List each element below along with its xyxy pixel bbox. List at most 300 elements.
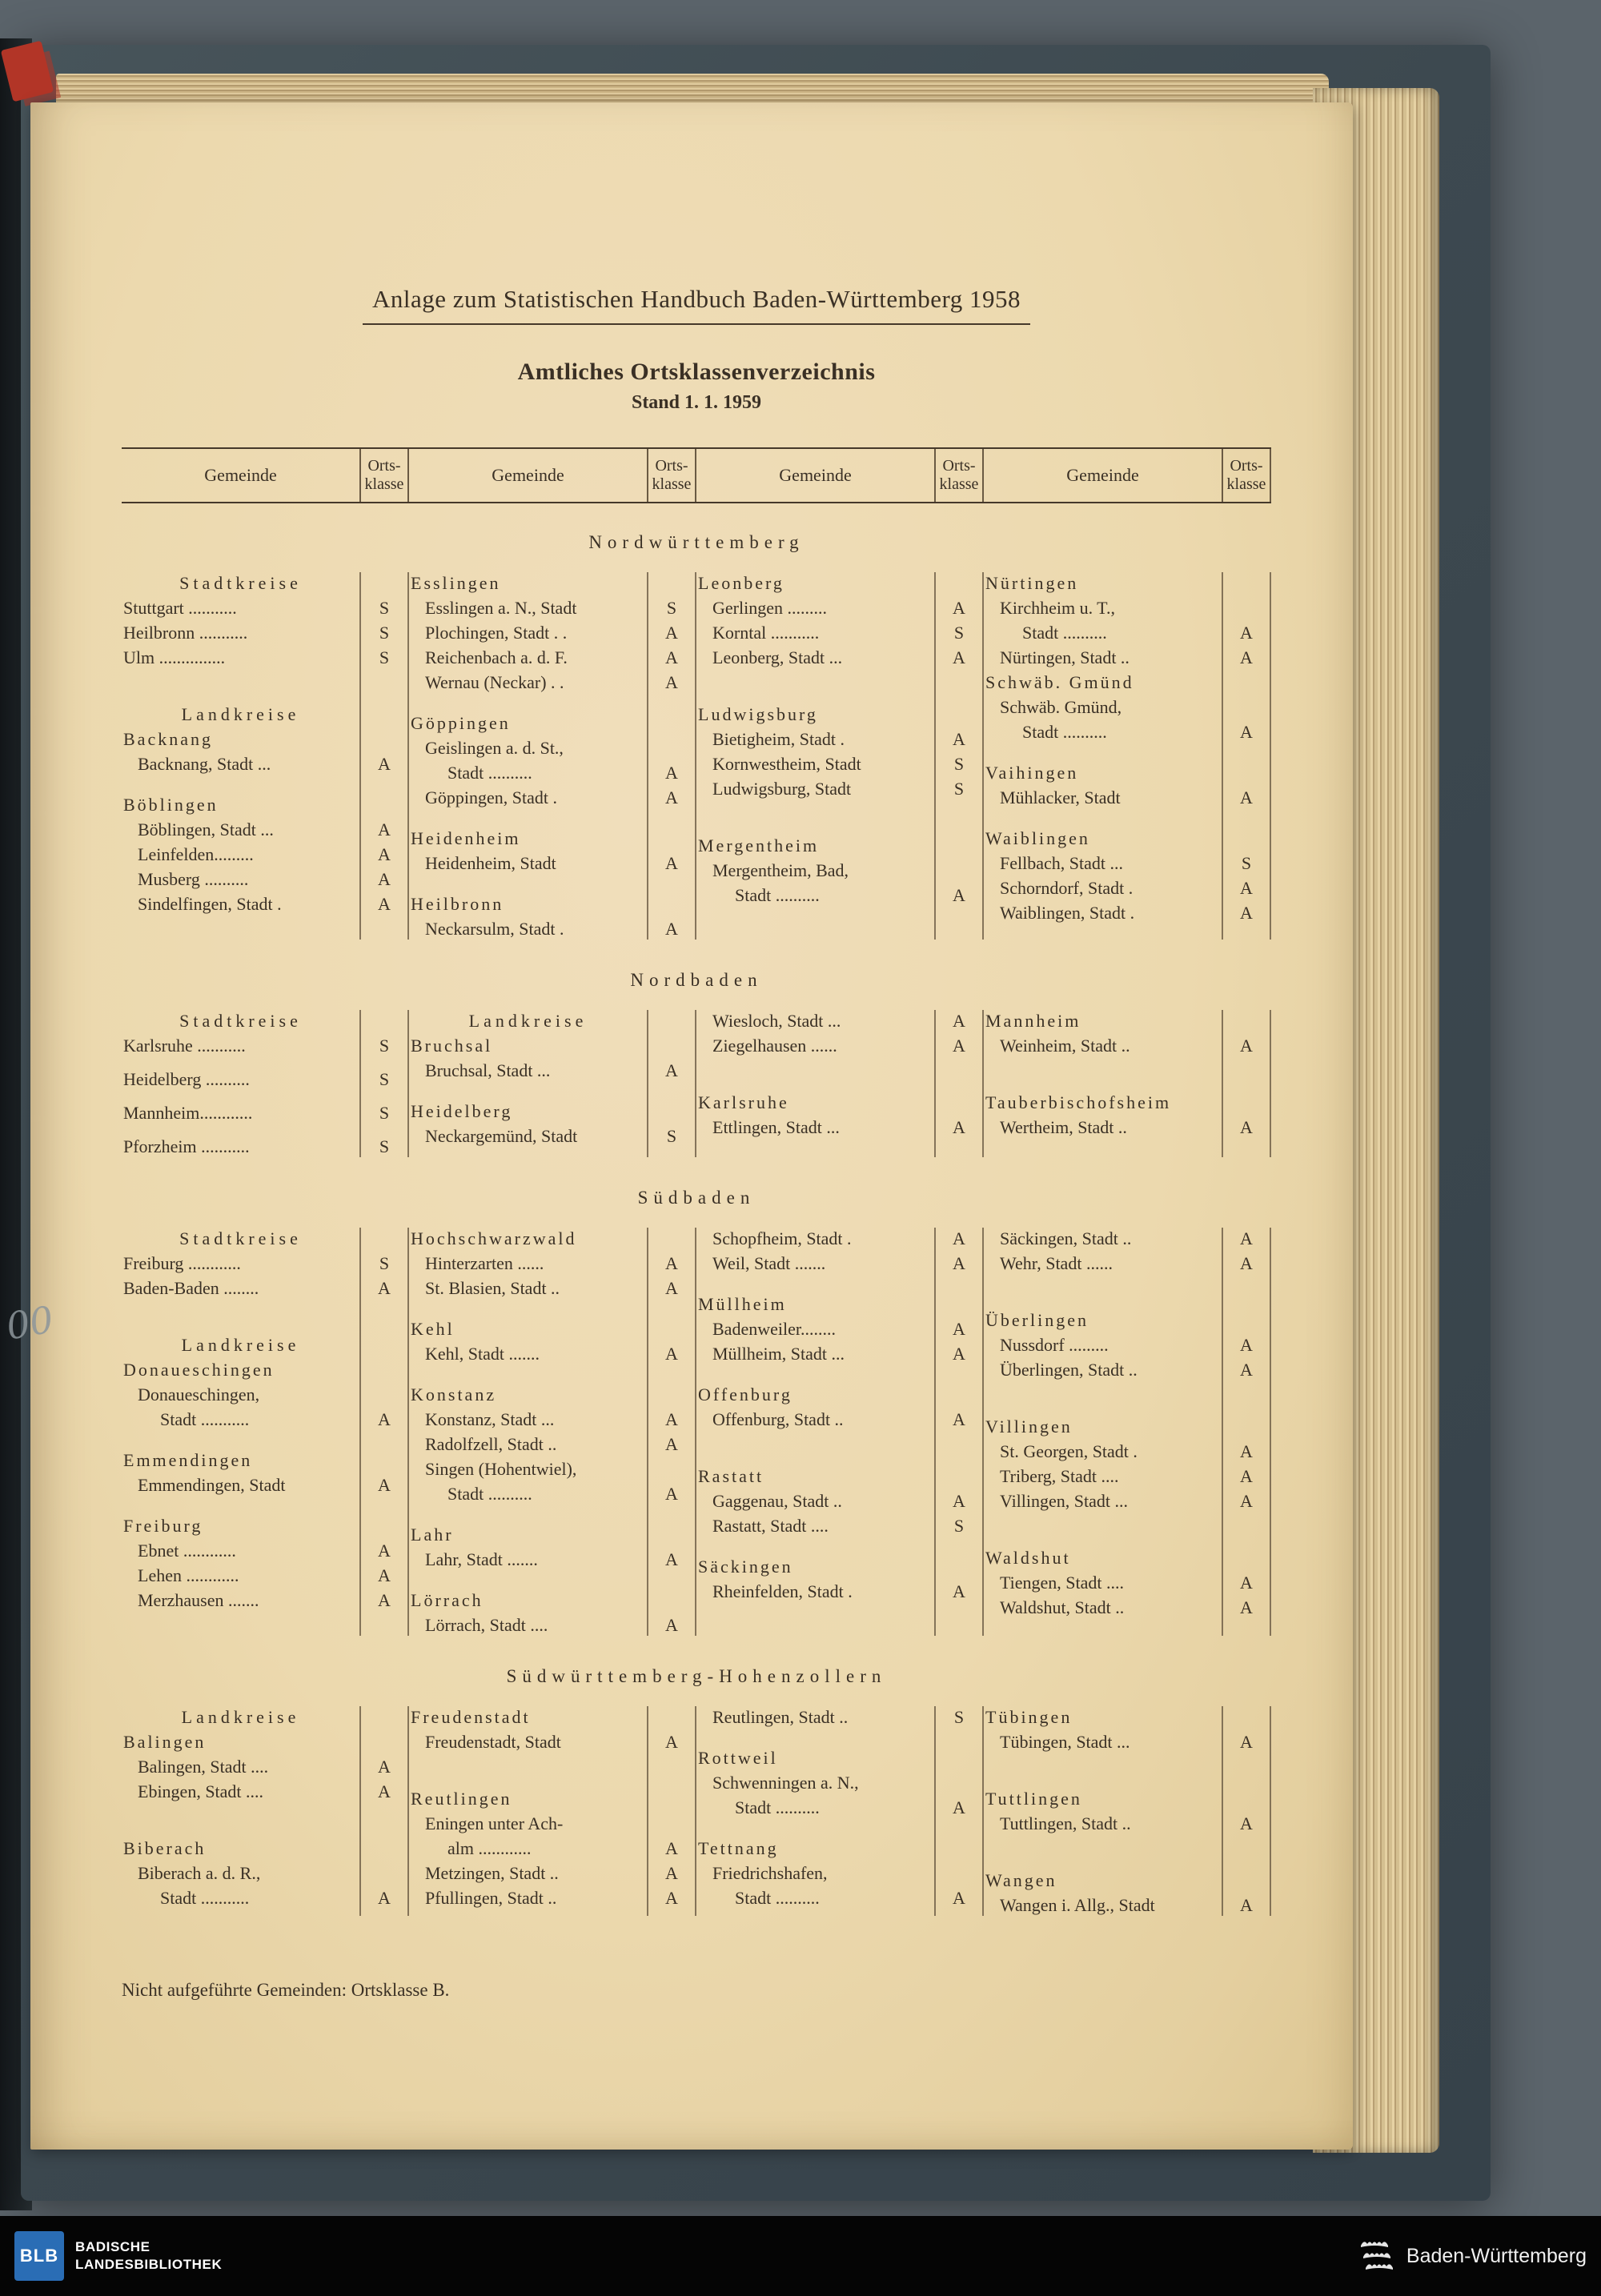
gemeinde-cell: Reutlingen xyxy=(411,1789,512,1809)
column-separator xyxy=(359,572,361,940)
table-row xyxy=(696,776,984,801)
column-group xyxy=(122,571,409,941)
table-row xyxy=(409,595,696,620)
gemeinde-cell: Böblingen xyxy=(123,795,219,815)
table-row xyxy=(122,1382,409,1407)
table-row xyxy=(984,1398,1271,1414)
table-row xyxy=(122,1779,409,1804)
gemeinde-cell: Balingen, Stadt .... xyxy=(138,1757,269,1777)
table-row xyxy=(409,711,696,735)
table-row xyxy=(984,1852,1271,1868)
table-row xyxy=(984,1545,1271,1570)
gemeinde-cell: Villingen, Stadt ... xyxy=(1000,1491,1129,1511)
ortsklasse-cell: A xyxy=(953,729,965,749)
gemeinde-cell: Wangen i. Allg., Stadt xyxy=(1000,1895,1155,1915)
table-row xyxy=(122,867,409,892)
table-row xyxy=(984,1836,1271,1852)
table-row xyxy=(696,1058,984,1074)
column-group xyxy=(984,1226,1271,1637)
table-section xyxy=(122,1188,1271,1637)
ortsklasse-cell: A xyxy=(953,598,965,618)
ortsklasse-cell: A xyxy=(1240,623,1253,643)
library-name xyxy=(75,2238,222,2274)
ortsklasse-cell xyxy=(647,1786,696,1811)
table-row xyxy=(984,719,1271,744)
ortsklasse-cell: S xyxy=(953,1707,965,1727)
gemeinde-cell: Biberach a. d. R., xyxy=(138,1863,261,1883)
gemeinde-cell: Tauberbischofsheim xyxy=(985,1092,1172,1112)
gemeinde-cell: Tiengen, Stadt .... xyxy=(1000,1573,1125,1593)
table-row xyxy=(696,1861,984,1885)
gemeinde-cell: Weil, Stadt ....... xyxy=(712,1253,826,1273)
gemeinde-cell: Wernau (Neckar) . . xyxy=(425,672,564,692)
table-row xyxy=(696,1538,984,1554)
column-separator xyxy=(1270,572,1271,940)
gemeinde-cell: Göppingen xyxy=(411,713,511,733)
table-row xyxy=(984,1226,1271,1251)
ortsklasse-cell: A xyxy=(665,1863,678,1883)
column-group xyxy=(984,571,1271,941)
ortsklasse-cell: A xyxy=(378,1781,391,1801)
gemeinde-cell: Merzhausen ....... xyxy=(138,1590,259,1610)
column-separator xyxy=(1222,572,1223,940)
ortsklasse-cell: A xyxy=(665,1253,678,1273)
ortsklasse-cell xyxy=(647,1457,696,1481)
gemeinde-cell: Sindelfingen, Stadt . xyxy=(138,894,282,914)
library-name-line2: LANDESBIBLIOTHEK xyxy=(75,2257,223,2272)
table-row xyxy=(409,1058,696,1083)
column-separator xyxy=(647,1228,648,1636)
gemeinde-cell: Tuttlingen xyxy=(985,1789,1082,1809)
table-row xyxy=(122,1513,409,1538)
ortsklasse-cell xyxy=(359,1836,409,1861)
ortsklasse-cell xyxy=(359,1705,409,1729)
table-row xyxy=(409,1432,696,1457)
document-header-title-text: Anlage zum Statistischen Handbuch Baden-Württemberg 1958 xyxy=(363,285,1030,325)
book-page xyxy=(2,102,1353,2150)
table-row xyxy=(696,1489,984,1513)
table-row xyxy=(122,792,409,817)
table-row xyxy=(409,876,696,892)
gemeinde-cell: Stadtkreise xyxy=(179,573,302,593)
ortsklasse-cell xyxy=(1222,826,1271,851)
gemeinde-cell: Tübingen, Stadt ... xyxy=(1000,1732,1130,1752)
column-separator xyxy=(1270,1010,1271,1157)
column-separator xyxy=(1270,1228,1271,1636)
table-row xyxy=(409,1341,696,1366)
table-row xyxy=(409,1836,696,1861)
ortsklasse-cell: A xyxy=(665,1732,678,1752)
gemeinde-cell: Bruchsal xyxy=(411,1036,493,1056)
table-section xyxy=(122,532,1271,941)
table-row xyxy=(122,1432,409,1448)
ortsklasse-header-line: klasse xyxy=(364,475,404,493)
gemeinde-cell: Rastatt xyxy=(698,1466,764,1486)
section-title: Nordbaden xyxy=(630,970,763,990)
ortsklasse-cell: A xyxy=(665,763,678,783)
ortsklasse-cell xyxy=(1222,1705,1271,1729)
table-row xyxy=(409,785,696,810)
gemeinde-cell: Tuttlingen, Stadt .. xyxy=(1000,1813,1131,1833)
gemeinde-cell: Rottweil xyxy=(698,1748,778,1768)
gemeinde-cell: Waldshut, Stadt .. xyxy=(1000,1597,1125,1617)
ortsklasse-cell: S xyxy=(953,779,965,799)
ortsklasse-cell: A xyxy=(953,1344,965,1364)
table-row xyxy=(696,1745,984,1770)
ortsklasse-cell xyxy=(934,1861,984,1885)
gemeinde-cell: Böblingen, Stadt ... xyxy=(138,819,274,839)
column-separator xyxy=(359,1228,361,1636)
gemeinde-cell: Konstanz xyxy=(411,1384,497,1404)
ortsklasse-cell xyxy=(359,1729,409,1754)
ortsklasse-cell: A xyxy=(378,894,391,914)
column-group xyxy=(122,1705,409,1917)
gemeinde-cell: Nussdorf ......... xyxy=(1000,1335,1109,1355)
gemeinde-cell: Stadt .......... xyxy=(1022,623,1107,643)
ortsklasse-cell: A xyxy=(378,1278,391,1298)
table-row xyxy=(984,1811,1271,1836)
table-row xyxy=(409,1705,696,1729)
table-row xyxy=(984,1489,1271,1513)
ortsklasse-cell xyxy=(647,711,696,735)
ortsklasse-cell xyxy=(359,1513,409,1538)
table-row xyxy=(984,670,1271,695)
library-name-line1: BADISCHE xyxy=(75,2238,150,2254)
table-row xyxy=(984,1439,1271,1464)
gemeinde-cell: Schwäb. Gmünd xyxy=(985,672,1134,692)
table-row xyxy=(696,1407,984,1432)
table-row xyxy=(984,1770,1271,1786)
gemeinde-cell: Wangen xyxy=(985,1870,1057,1890)
table-row xyxy=(696,1316,984,1341)
ortsklasse-header-line: Orts- xyxy=(1230,457,1263,475)
table-row xyxy=(696,1795,984,1820)
table-row xyxy=(696,645,984,670)
table-row xyxy=(696,1115,984,1140)
table-row xyxy=(409,1754,696,1770)
section-columns xyxy=(122,1008,1271,1159)
table-row xyxy=(696,883,984,908)
column-group xyxy=(696,571,984,941)
ortsklasse-cell: A xyxy=(953,1797,965,1817)
ortsklasse-cell xyxy=(1222,1308,1271,1332)
ortsklasse-cell xyxy=(934,1836,984,1861)
table-row xyxy=(984,1570,1271,1595)
ortsklasse-cell: A xyxy=(378,1590,391,1610)
table-row xyxy=(984,900,1271,925)
ortsklasse-cell xyxy=(647,1522,696,1547)
gemeinde-cell: Nürtingen, Stadt .. xyxy=(1000,647,1130,667)
ortsklasse-cell xyxy=(359,702,409,727)
gemeinde-cell: Esslingen xyxy=(411,573,501,593)
gemeinde-cell: St. Georgen, Stadt . xyxy=(1000,1441,1138,1461)
handwritten-margin-note: 00 xyxy=(2,1297,57,1348)
table-row xyxy=(409,1099,696,1124)
table-row xyxy=(409,1407,696,1432)
table-row xyxy=(984,645,1271,670)
column-group xyxy=(696,1705,984,1917)
gemeinde-cell: Kirchheim u. T., xyxy=(1000,598,1115,618)
table-row xyxy=(409,851,696,876)
gemeinde-cell: Leinfelden......... xyxy=(138,844,254,864)
table-row xyxy=(122,1033,409,1058)
table-row xyxy=(984,595,1271,620)
ortsklasse-cell xyxy=(647,826,696,851)
gemeinde-cell: Baden-Baden ........ xyxy=(123,1278,259,1298)
gemeinde-cell: Nürtingen xyxy=(985,573,1079,593)
table-row xyxy=(409,1506,696,1522)
ortsklasse-cell: A xyxy=(665,787,678,807)
table-row xyxy=(122,645,409,670)
gemeinde-cell: Müllheim, Stadt ... xyxy=(712,1344,845,1364)
table-row xyxy=(409,1522,696,1547)
gemeinde-cell: Neckarsulm, Stadt . xyxy=(425,919,564,939)
table-body xyxy=(122,532,1271,1917)
table-row xyxy=(984,1513,1271,1529)
table-row xyxy=(122,1473,409,1497)
ortsklasse-cell: A xyxy=(665,1615,678,1635)
gemeinde-cell: Rheinfelden, Stadt . xyxy=(712,1581,853,1601)
gemeinde-cell: Pforzheim ........... xyxy=(123,1136,250,1156)
table-row xyxy=(984,1308,1271,1332)
table-row xyxy=(696,1432,984,1448)
table-row xyxy=(122,1705,409,1729)
table-row xyxy=(696,1885,984,1910)
table-row xyxy=(984,1033,1271,1058)
table-row xyxy=(122,1100,409,1125)
table-row xyxy=(122,702,409,727)
table-row xyxy=(409,1226,696,1251)
orts-table xyxy=(122,447,1271,1917)
ortsklasse-cell xyxy=(934,833,984,858)
ortsklasse-cell xyxy=(647,1588,696,1613)
ortsklasse-cell: A xyxy=(665,1549,678,1569)
ortsklasse-header-line: Orts- xyxy=(942,457,976,475)
table-row xyxy=(122,1226,409,1251)
gemeinde-header-cell: Gemeinde xyxy=(492,465,564,485)
table-row xyxy=(696,1008,984,1033)
table-row xyxy=(409,1613,696,1637)
ortsklasse-cell: A xyxy=(1240,1491,1253,1511)
gemeinde-cell: Waiblingen xyxy=(985,828,1090,848)
ortsklasse-cell xyxy=(647,1033,696,1058)
ortsklasse-header-line: Orts- xyxy=(655,457,688,475)
ortsklasse-cell xyxy=(934,1464,984,1489)
gemeinde-cell: Emmendingen, Stadt xyxy=(138,1475,286,1495)
gemeinde-cell: Landkreise xyxy=(181,1707,300,1727)
table-row xyxy=(696,1705,984,1729)
gemeinde-cell: Lörrach, Stadt .... xyxy=(425,1615,548,1635)
column-separator xyxy=(1222,1010,1223,1157)
ortsklasse-cell: A xyxy=(1240,647,1253,667)
table-row xyxy=(984,1058,1271,1074)
table-row xyxy=(409,1588,696,1613)
table-row xyxy=(122,1885,409,1910)
ortsklasse-cell: S xyxy=(379,1136,390,1156)
blb-logo: BLB xyxy=(14,2231,64,2281)
ortsklasse-cell: A xyxy=(665,647,678,667)
table-row xyxy=(122,1332,409,1357)
table-row xyxy=(122,1251,409,1276)
column-separator xyxy=(359,1706,361,1916)
table-row xyxy=(409,1572,696,1588)
ortsklasse-cell: A xyxy=(953,1319,965,1339)
ortsklasse-cell: A xyxy=(1240,1466,1253,1486)
table-row xyxy=(409,826,696,851)
ortsklasse-cell: A xyxy=(665,853,678,873)
table-row xyxy=(409,1366,696,1382)
gemeinde-cell: Stadt ........... xyxy=(160,1888,250,1908)
gemeinde-cell: Schwenningen a. N., xyxy=(712,1773,859,1793)
gemeinde-cell: Backnang, Stadt ... xyxy=(138,754,271,774)
table-row xyxy=(984,1332,1271,1357)
gemeinde-cell: Karlsruhe ........... xyxy=(123,1036,246,1056)
gemeinde-cell: Wehr, Stadt ...... xyxy=(1000,1253,1113,1273)
gemeinde-cell: Leonberg xyxy=(698,573,784,593)
gemeinde-cell: Stadt .......... xyxy=(735,885,820,905)
gemeinde-cell: Emmendingen xyxy=(123,1450,253,1470)
table-row xyxy=(984,1276,1271,1292)
ortsklasse-cell: A xyxy=(1240,1228,1253,1248)
ortsklasse-cell: A xyxy=(665,919,678,939)
document-title: Amtliches Ortsklassenverzeichnis xyxy=(517,359,876,385)
ortsklasse-cell: A xyxy=(378,844,391,864)
table-row xyxy=(984,1464,1271,1489)
ortsklasse-cell: A xyxy=(665,672,678,692)
gemeinde-cell: Offenburg xyxy=(698,1384,792,1404)
table-row xyxy=(409,695,696,711)
table-row xyxy=(409,1008,696,1033)
ortsklasse-cell xyxy=(934,702,984,727)
table-row xyxy=(696,751,984,776)
gemeinde-cell: Stadtkreise xyxy=(179,1228,302,1248)
gemeinde-cell: Gaggenau, Stadt .. xyxy=(712,1491,842,1511)
table-row xyxy=(696,1448,984,1464)
table-row xyxy=(696,1554,984,1579)
ortsklasse-cell: A xyxy=(1240,787,1253,807)
gemeinde-cell: Heilbronn xyxy=(411,894,504,914)
ortsklasse-cell xyxy=(647,1382,696,1407)
ortsklasse-header-cell xyxy=(359,449,409,502)
table-row xyxy=(409,571,696,595)
gemeinde-cell: Rastatt, Stadt .... xyxy=(712,1516,829,1536)
ortsklasse-cell xyxy=(934,571,984,595)
gemeinde-cell: Singen (Hohentwiel), xyxy=(425,1459,577,1479)
ortsklasse-cell: A xyxy=(378,1757,391,1777)
gemeinde-cell: Heidenheim xyxy=(411,828,521,848)
table-row xyxy=(122,1407,409,1432)
ortsklasse-cell xyxy=(647,571,696,595)
gemeinde-cell: Schorndorf, Stadt . xyxy=(1000,878,1134,898)
ortsklasse-cell xyxy=(934,1292,984,1316)
ortsklasse-cell: A xyxy=(1240,1360,1253,1380)
table-row xyxy=(122,892,409,916)
table-row xyxy=(122,1820,409,1836)
gemeinde-header-cell: Gemeinde xyxy=(1066,465,1139,485)
ortsklasse-cell xyxy=(359,1382,409,1407)
gemeinde-cell: Stadt .......... xyxy=(1022,722,1107,742)
ortsklasse-cell: A xyxy=(665,1278,678,1298)
ortsklasse-cell xyxy=(647,1008,696,1033)
table-row xyxy=(122,1448,409,1473)
section-columns xyxy=(122,1705,1271,1917)
ortsklasse-cell: S xyxy=(379,1103,390,1123)
ortsklasse-cell xyxy=(934,1382,984,1407)
gemeinde-cell: Offenburg, Stadt .. xyxy=(712,1409,844,1429)
table-header-row xyxy=(122,447,1271,503)
table-row xyxy=(984,1705,1271,1729)
ortsklasse-cell: A xyxy=(378,754,391,774)
ortsklasse-cell xyxy=(1222,595,1271,620)
gemeinde-cell: Vaihingen xyxy=(985,763,1079,783)
gemeinde-cell: Leonberg, Stadt ... xyxy=(712,647,843,667)
table-row xyxy=(409,1300,696,1316)
table-row xyxy=(122,727,409,751)
ortsklasse-cell: S xyxy=(953,754,965,774)
table-row xyxy=(409,1316,696,1341)
ortsklasse-cell: A xyxy=(1240,1335,1253,1355)
gemeinde-cell: Stadt .......... xyxy=(735,1797,820,1817)
document-footnote: Nicht aufgeführte Gemeinden: Ortsklasse B. xyxy=(122,1980,450,2000)
table-row xyxy=(409,645,696,670)
table-row xyxy=(696,858,984,883)
ortsklasse-cell: A xyxy=(953,1491,965,1511)
ortsklasse-cell: A xyxy=(953,885,965,905)
library-branding xyxy=(14,2231,222,2281)
ortsklasse-cell: A xyxy=(378,1565,391,1585)
gemeinde-cell: Friedrichshafen, xyxy=(712,1863,828,1883)
gemeinde-cell: Fellbach, Stadt ... xyxy=(1000,853,1123,873)
table-row xyxy=(122,620,409,645)
table-row xyxy=(122,1357,409,1382)
gemeinde-cell: Hochschwarzwald xyxy=(411,1228,577,1248)
table-row xyxy=(984,1893,1271,1917)
table-row xyxy=(122,571,409,595)
table-row xyxy=(984,876,1271,900)
column-separator xyxy=(647,1706,648,1916)
ortsklasse-cell: A xyxy=(1240,722,1253,742)
table-row xyxy=(409,892,696,916)
ortsklasse-cell: A xyxy=(1240,1597,1253,1617)
ortsklasse-cell: A xyxy=(1240,1895,1253,1915)
ortsklasse-cell xyxy=(1222,1868,1271,1893)
table-row xyxy=(122,595,409,620)
gemeinde-cell: Mergentheim, Bad, xyxy=(712,860,849,880)
ortsklasse-cell: A xyxy=(1240,1441,1253,1461)
table-row xyxy=(122,1067,409,1092)
ortsklasse-cell xyxy=(934,1554,984,1579)
table-row xyxy=(122,1804,409,1820)
column-group xyxy=(122,1008,409,1159)
ortsklasse-cell xyxy=(1222,670,1271,695)
gemeinde-cell: Triberg, Stadt .... xyxy=(1000,1466,1119,1486)
gemeinde-cell: Ettlingen, Stadt ... xyxy=(712,1117,840,1137)
table-row xyxy=(696,1729,984,1745)
section-title: Südbaden xyxy=(637,1188,756,1208)
table-row xyxy=(984,1786,1271,1811)
table-row xyxy=(696,670,984,686)
gemeinde-cell: Lahr xyxy=(411,1525,454,1545)
ortsklasse-cell xyxy=(359,1226,409,1251)
gemeinde-cell: Tettnang xyxy=(698,1838,779,1858)
ortsklasse-cell: A xyxy=(1240,1732,1253,1752)
table-row xyxy=(409,1547,696,1572)
table-row xyxy=(409,1382,696,1407)
gemeinde-cell: Kehl xyxy=(411,1319,455,1339)
gemeinde-cell: St. Blasien, Stadt .. xyxy=(425,1278,560,1298)
gemeinde-cell: Freudenstadt, Stadt xyxy=(425,1732,561,1752)
gemeinde-cell: Ludwigsburg xyxy=(698,704,818,724)
